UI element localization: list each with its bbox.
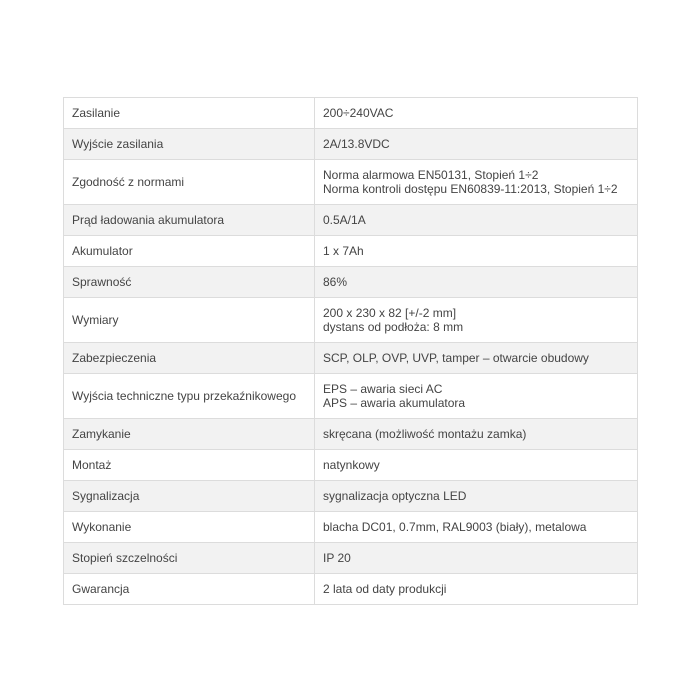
row-value [315,450,638,481]
row-label: Zgodność z normami [64,160,315,205]
table-row [64,450,638,481]
row-label: Zabezpieczenia [64,343,315,374]
row-value [315,160,638,205]
row-value [315,298,638,343]
value-line: blacha DC01, 0.7mm, RAL9003 (biały), metalowa [323,520,587,534]
value-line: 0.5A/1A [323,213,366,227]
row-label: Sygnalizacja [64,481,315,512]
row-label: Wykonanie [64,512,315,543]
row-value [315,419,638,450]
row-value [315,374,638,419]
table-row [64,205,638,236]
value-line: 2 lata od daty produkcji [323,582,447,596]
row-value [315,205,638,236]
table-row [64,298,638,343]
table-row [64,512,638,543]
row-label: Sprawność [64,267,315,298]
value-line: 200 x 230 x 82 [+/-2 mm] [323,306,457,320]
table-row [64,236,638,267]
value-line: APS – awaria akumulatora [323,396,466,410]
table-row [64,160,638,205]
row-label: Montaż [64,450,315,481]
row-value [315,512,638,543]
value-line: 1 x 7Ah [323,244,364,258]
row-label: Gwarancja [64,574,315,605]
table-row [64,98,638,129]
row-value [315,129,638,160]
row-label: Wymiary [64,298,315,343]
table-row [64,343,638,374]
value-line: IP 20 [323,551,351,565]
row-value [315,98,638,129]
table-row [64,574,638,605]
value-line: Norma kontroli dostępu EN60839-11:2013, Stopień 1÷2 [323,182,618,196]
specification-table [63,97,638,605]
value-line: dystans od podłoża: 8 mm [323,320,464,334]
value-line: 200÷240VAC [323,106,394,120]
row-label: Wyjście zasilania [64,129,315,160]
row-label: Zasilanie [64,98,315,129]
row-value [315,236,638,267]
value-line: sygnalizacja optyczna LED [323,489,467,503]
table-row [64,543,638,574]
table-row [64,374,638,419]
value-line: SCP, OLP, OVP, UVP, tamper – otwarcie obudowy [323,351,589,365]
row-label: Prąd ładowania akumulatora [64,205,315,236]
table-row [64,129,638,160]
row-label: Akumulator [64,236,315,267]
row-value [315,343,638,374]
value-line: Norma alarmowa EN50131, Stopień 1÷2 [323,168,539,182]
table-row [64,267,638,298]
row-label: Zamykanie [64,419,315,450]
value-line: 86% [323,275,348,289]
row-value [315,574,638,605]
value-line: skręcana (możliwość montażu zamka) [323,427,527,441]
value-line: EPS – awaria sieci AC [323,382,443,396]
row-value [315,543,638,574]
table-row [64,481,638,512]
row-value [315,267,638,298]
value-line: natynkowy [323,458,380,472]
value-line: 2A/13.8VDC [323,137,390,151]
table-row [64,419,638,450]
row-label: Stopień szczelności [64,543,315,574]
row-value [315,481,638,512]
row-label: Wyjścia techniczne typu przekaźnikowego [64,374,315,419]
